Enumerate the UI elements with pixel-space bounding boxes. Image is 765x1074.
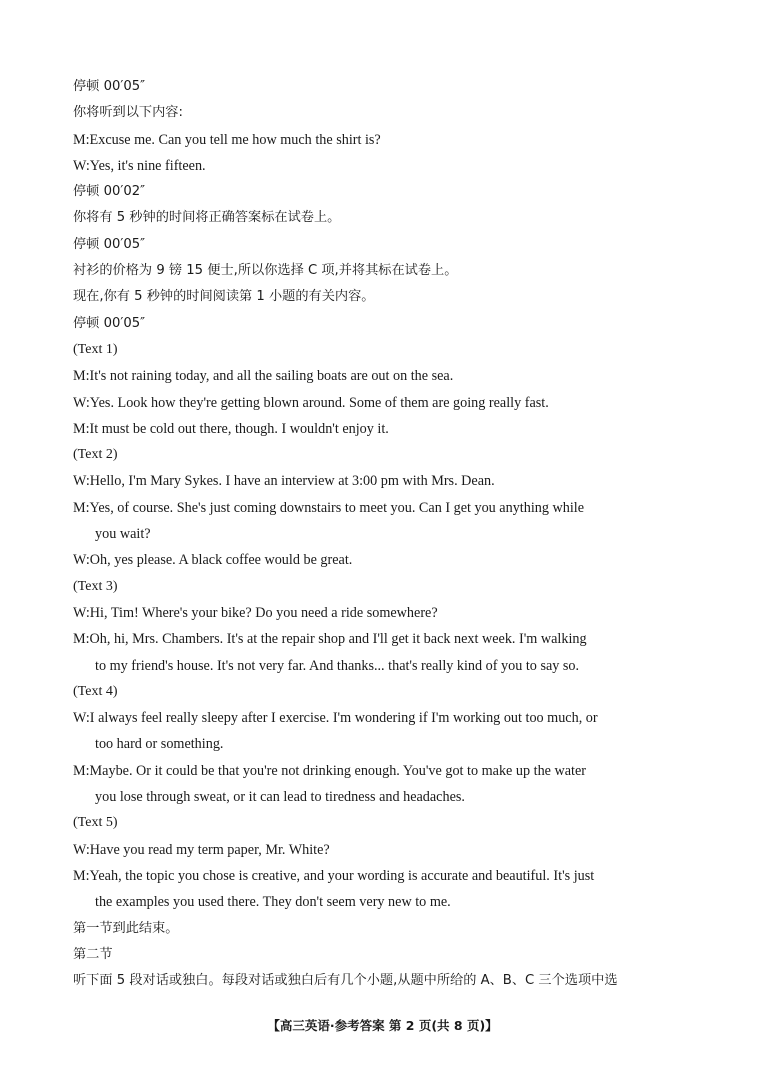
text-section-label: (Text 3) bbox=[73, 578, 118, 594]
transcript-line: to my friend's house. It's not very far. And thanks... that's really kind of you to say so. bbox=[95, 657, 580, 674]
transcript-line: W:Have you read my term paper, Mr. White? bbox=[73, 841, 330, 858]
transcript-line: 停顿 00′05″ bbox=[73, 315, 146, 331]
transcript-line: W:Hello, I'm Mary Sykes. I have an interview at 3:00 pm with Mrs. Dean. bbox=[73, 473, 495, 490]
transcript-line: W:Oh, yes please. A black coffee would be great. bbox=[73, 552, 353, 569]
transcript-line: 现在,你有 5 秒钟的时间阅读第 1 小题的有关内容。 bbox=[73, 289, 375, 305]
transcript-line: 你将听到以下内容: bbox=[73, 105, 183, 121]
text-section-label: (Text 2) bbox=[73, 447, 118, 463]
text-section-label: (Text 1) bbox=[73, 341, 118, 357]
transcript-line: M:Yes, of course. She's just coming downstairs to meet you. Can I get you anything while bbox=[73, 499, 585, 516]
transcript-line: W:Hi, Tim! Where's your bike? Do you need a ride somewhere? bbox=[73, 604, 438, 621]
transcript-line: 第二节 bbox=[73, 946, 113, 962]
transcript-line: M:It must be cold out there, though. I wouldn't enjoy it. bbox=[73, 420, 389, 437]
transcript-line: you lose through sweat, or it can lead to tiredness and headaches. bbox=[95, 789, 465, 806]
transcript-line: M:Oh, hi, Mrs. Chambers. It's at the repair shop and I'll get it back next week. I'm walking bbox=[73, 631, 587, 648]
transcript-line: W:I always feel really sleepy after I exercise. I'm wondering if I'm working out too much, or bbox=[73, 710, 598, 727]
transcript-line: W:Yes. Look how they're getting blown around. Some of them are going really fast. bbox=[73, 394, 549, 411]
transcript-line: M:Excuse me. Can you tell me how much the shirt is? bbox=[73, 131, 381, 148]
transcript-line: 衬衫的价格为 9 镑 15 便士,所以你选择 C 项,并将其标在试卷上。 bbox=[73, 263, 458, 279]
transcript-line: 停顿 00′02″ bbox=[73, 184, 146, 200]
transcript-line: 听下面 5 段对话或独白。每段对话或独白后有几个小题,从题中所给的 A、B、C 三个选项中选 bbox=[73, 973, 618, 989]
transcript-line: you wait? bbox=[95, 526, 151, 543]
text-section-label: (Text 4) bbox=[73, 683, 118, 699]
text-section-label: (Text 5) bbox=[73, 815, 118, 831]
transcript-line: 停顿 00′05″ bbox=[73, 79, 146, 94]
transcript-line: 停顿 00′05″ bbox=[73, 236, 146, 252]
page-footer: 【高三英语·参考答案 第 2 页(共 8 页)】 bbox=[267, 1018, 498, 1033]
transcript-line: 你将有 5 秒钟的时间将正确答案标在试卷上。 bbox=[73, 210, 341, 226]
transcript-line: 第一节到此结束。 bbox=[73, 920, 179, 936]
answer-sheet-page bbox=[73, 74, 697, 994]
transcript-line: too hard or something. bbox=[95, 736, 224, 753]
transcript-line: W:Yes, it's nine fifteen. bbox=[73, 157, 206, 174]
transcript-line: the examples you used there. They don't seem very new to me. bbox=[95, 894, 451, 911]
transcript-line: M:Maybe. Or it could be that you're not drinking enough. You've got to make up the water bbox=[73, 762, 587, 779]
transcript-line: M:It's not raining today, and all the sailing boats are out on the sea. bbox=[73, 368, 454, 385]
transcript-line: M:Yeah, the topic you chose is creative, and your wording is accurate and beautiful. It's just bbox=[73, 867, 595, 884]
